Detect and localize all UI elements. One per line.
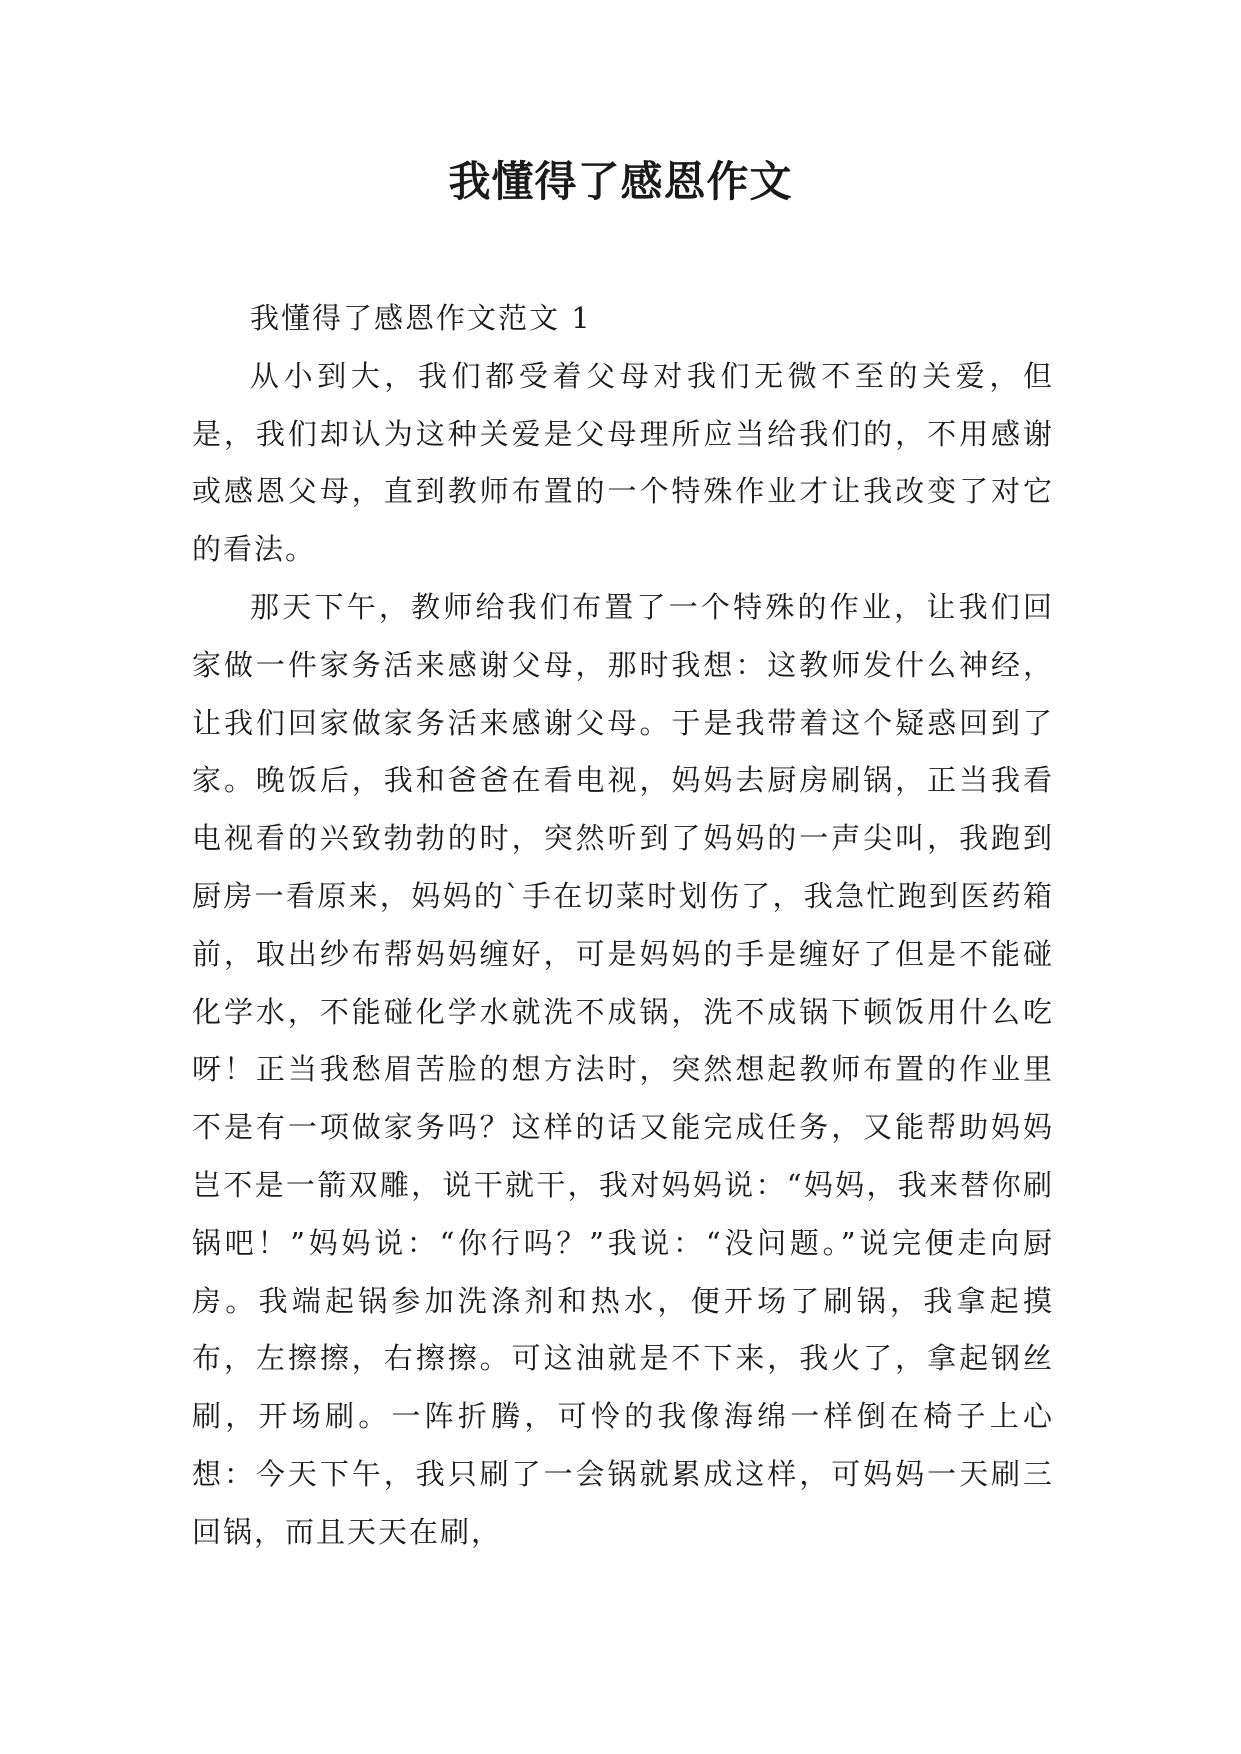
document-body xyxy=(192,290,1054,1562)
document-title: 我懂得了感恩作文 xyxy=(448,157,793,206)
paragraph-1: 从小到大，我们都受着父母对我们无微不至的关爱，但是，我们却认为这种关爱是父母理所应当给我们的，不用感谢或感恩父母，直到教师布置的一个特殊作业才让我改变了对它的看法。 xyxy=(192,358,1054,567)
essay-subheading: 我懂得了感恩作文范文 1 xyxy=(250,301,592,335)
paragraph-2: 那天下午，教师给我们布置了一个特殊的作业，让我们回家做一件家务活来感谢父母，那时我想：这教师发什么神经，让我们回家做家务活来感谢父母。于是我带着这个疑惑回到了家。晚饭后，我和爸爸在看电视，妈妈去厨房刷锅，正当我看电视看的兴致勃勃的时，突然听到了妈妈的一声尖叫，我跑到厨房一看原来，妈妈的`手在切菜时划伤了，我急忙跑到医药箱前，取出纱布帮妈妈缠好，可是妈妈的手是缠好了但是不能碰化学水，不能碰化学水就洗不成锅，洗不成锅下顿饭用什么吃呀！正当我愁眉苦脸的想方法时，突然想起教师布置的作业里不是有一项做家务吗？这样的话又能完成任务，又能帮助妈妈岂不是一箭双雕，说干就干，我对妈妈说：“妈妈，我来替你刷锅吧！”妈妈说：“你行吗？”我说：“没问题。”说完便走向厨房。我端起锅参加洗涤剂和热水，便开场了刷锅，我拿起摸布，左擦擦，右擦擦。可这油就是不下来，我火了，拿起钢丝刷，开场刷。一阵折腾，可怜的我像海绵一样倒在椅子上心想：今天下午，我只刷了一会锅就累成这样，可妈妈一天刷三回锅，而且天天在刷， xyxy=(192,589,1054,1549)
